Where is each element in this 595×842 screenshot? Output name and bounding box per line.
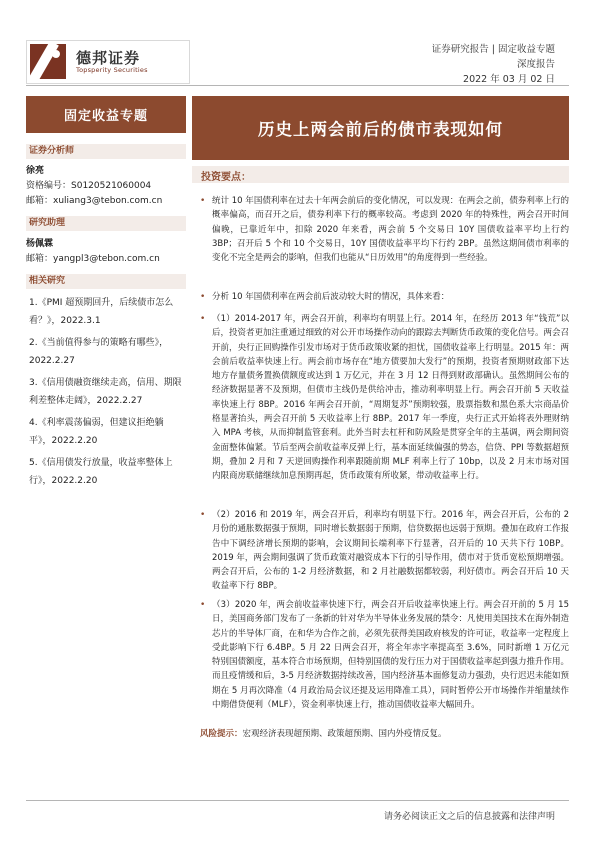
analyst-name: 徐亮: [26, 166, 45, 176]
company-name: 德邦证券: [76, 49, 141, 67]
key-point-3: • （1）2014-2017 年，两会召开前，利率均有明显上行。2014 年，在经历 2013 年“钱荒”以后，投资者更加注重通过细致的对公开市场操作动向的跟踪去判断货币政策的变化信号。两会召开前，央行正回购操作引发市场对于货币政策收紧的担忧，国债收益率上行明显。2015 年：两会前后收益率快速上行。两会前市场存在“地方债要加大发行”的预期，投资者预期财政部下达地方存量债务置换债额度或达到 1 万亿元，并在 3 月 12 日得到财政部确认。虽然期间公布的经济数据显著不及预期，但债市主线仍是供给冲击，推动利率明显上行。两会召开前 5 天收益率快速上行 8BP。2016 年两会召开前，“周期复苏”预期较强，股票指数和黑色系大宗商品价格显著抬头，两会召开前 5 天收益率上行 8BP。2017 年一季度，央行正式开始将表外理财纳入 MPA 考核，从而抑制监管套利。此外当时去杠杆和防风险是贯穿全年的主基调，两会期间资金面整体偏紧。节后至两会前收益率反弹上行，基本面延续偏强的势态，信贷、PPI 等数据超预期，叠加 2 月和 7 天逆回购操作利率跟随前期 MLF 利率上行了 10bp，以及 2 月末市场对国内限商房联储继续加息预期再起，货币政策有所收紧，带动收益率上行。: [200, 314, 570, 482]
company-name-en: Topsperity Securities: [76, 66, 148, 74]
key-point-4: • （2）2016 和 2019 年，两会召开后，利率均有明显下行。2016 年，两会召开后，公布的 2 月份的通胀数据强于预期，同时增长数据弱于预期，信贷数据也远弱于预期。叠加在政府工作报告中下调经济增长预期的影响，会议期间长端利率下行显著，召开后的 10 天共下行 10BP。2019 年，两会期间强调了货币政策对融资成本下行的引导作用，债市对于货币宽松预期增强。两会召开后，公布的 1-2 月经济数据，和 2 月社融数据都较弱，利好债市。两会召开后 10 天收益率下行 8BP。: [200, 510, 570, 592]
key-points-label: 投资要点：: [201, 172, 251, 183]
analyst-cert: 资格编号：S0120521060004: [26, 181, 152, 191]
report-type: 证券研究报告 | 固定收益专题: [431, 44, 555, 55]
report-date: 2022 年 03 月 02 日: [463, 74, 555, 85]
bullet-icon: •: [200, 510, 206, 520]
category-banner: 固定收益专题: [26, 96, 186, 133]
related-section-head: 相关研究: [26, 274, 186, 289]
footer-divider: [26, 800, 569, 801]
bullet-icon: •: [200, 196, 206, 206]
bullet-icon: •: [200, 600, 206, 610]
analyst-section-head: 证券分析师: [26, 144, 186, 159]
footer-disclaimer: 请务必阅读正文之后的信息披露和法律声明: [383, 812, 555, 822]
report-subtype: 深度报告: [516, 59, 555, 70]
key-point-5: • （3）2020 年，两会前收益率快速下行，两会召开后收益率快速上行。两会召开前的 5 月 15 日，美国商务部门发布了一条新的针对华为半导体业务发展的禁令：凡使用美国技术在海外制造芯片的半导体厂商，在和华为合作之前，必须先获得美国政府核发的许可证，收益率一定程度上受此影响下行 6.4BP。5 月 22 日两会召开，将全年赤字率提高至 3.6%，同时新增 1 万亿元特别国债额度，基本符合市场预期，但特别国债的发行压力对于国债收益率起到强力推升作用。而且疫情缓和后，3-5 月经济数据持续改善，国内经济基本面修复动力强劲，央行迟迟未能如预期在 5 月再次降准（4 月政治局会议还提及运用降准工具），同时暂停公开市场操作并缩量续作中期借贷便利（MLF），资金利率快速上行，推动国债收益率大幅回升。: [200, 600, 570, 711]
risk-text: 宏观经济表现超预期、政策超预期、国内外疫情反复。: [242, 729, 447, 739]
list-item[interactable]: 4.《利率震荡偏弱，但建议拒绝躺平》，2022.2.20: [29, 418, 164, 446]
key-point-1: • 统计 10 年国债利率在过去十年两会前后的变化情况，可以发现：在两会之前，债券利率上行的概率偏高，而召开之后，债券利率下行的概率较高。考虑到 2020 年的特殊性，两会召开时间偏晚，已靠近年中，扣除 2020 年来看，两会前 5 个交易日 10Y 国债收益率平均上行约 3BP；召开后 5 个和 10 个交易日，10Y 国债收益率平均下行约 2BP。虽然这期间债市利率的变化不完全是两会的影响，但我们也能从“日历效用”的角度得到一些经验。: [200, 196, 569, 264]
list-item[interactable]: 1.《PMI 超预期回升，后续债市怎么看？》，2022.3.1: [29, 298, 174, 326]
header-divider: [26, 85, 569, 86]
report-title: 历史上两会前后的债市表现如何: [192, 96, 569, 160]
company-logo-icon: [30, 44, 66, 79]
list-item[interactable]: 5.《信用债发行放量，收益率整体上行》，2022.2.20: [29, 458, 173, 486]
analyst-email[interactable]: 邮箱：xuliang3@tebon.com.cn: [26, 196, 163, 206]
bullet-icon: •: [200, 292, 206, 302]
risk-warning: [200, 727, 447, 739]
assistant-section-head: 研究助理: [26, 216, 186, 231]
key-point-2: • 分析 10 年国债利率在两会前后波动较大时的情况，具体来看：: [200, 290, 569, 304]
assistant-name: 杨佩霖: [26, 239, 54, 249]
risk-label: 风险提示：: [200, 729, 243, 739]
list-item[interactable]: 2.《当前值得参与的策略有哪些》，2022.2.27: [29, 338, 169, 366]
key-points-head: [192, 166, 569, 183]
bullet-icon: •: [200, 314, 206, 324]
related-research-list: [29, 294, 183, 494]
list-item[interactable]: 3.《信用债融资继续走高，信用、期限利差整体走阔》，2022.2.27: [29, 378, 182, 406]
assistant-email[interactable]: 邮箱：yangpl3@tebon.com.cn: [26, 254, 160, 264]
